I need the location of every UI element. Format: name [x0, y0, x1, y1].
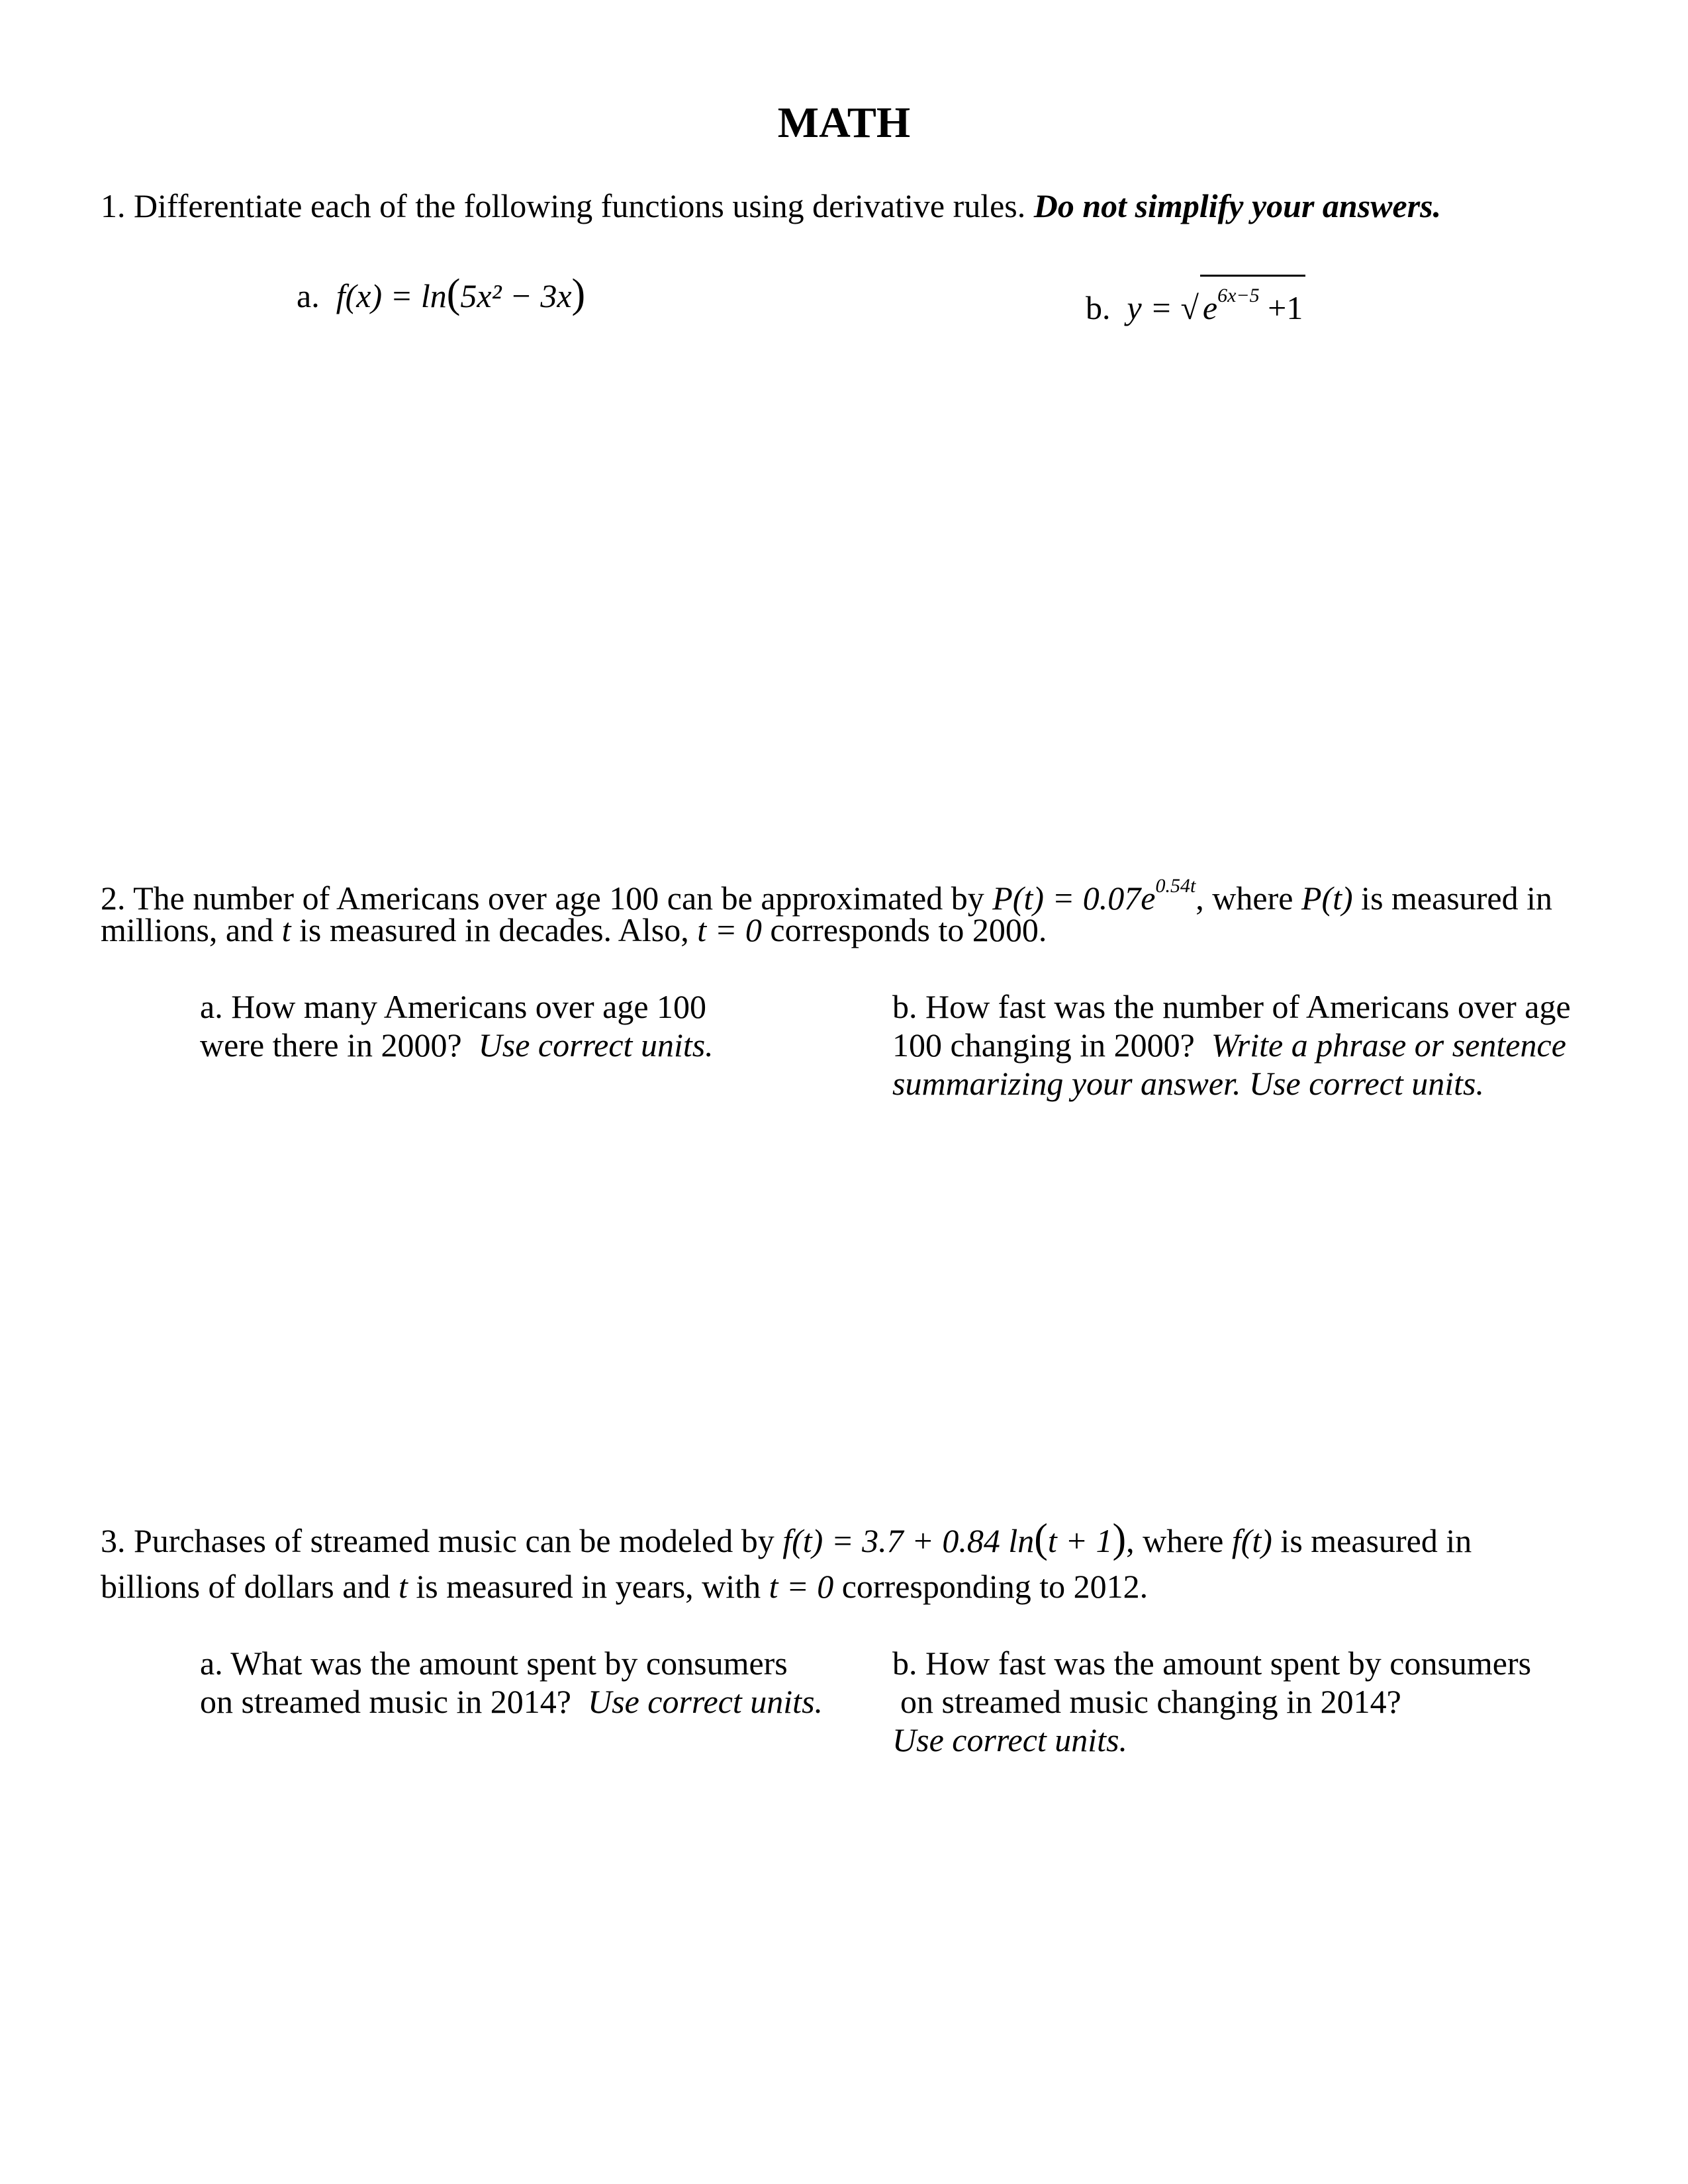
question-2b-line-1: b. How fast was the number of Americans over age	[892, 988, 1571, 1025]
question-3-text-5: is measured in years, with	[416, 1568, 761, 1605]
question-3a-line-2	[200, 1682, 823, 1721]
question-2-text-2: , where	[1196, 880, 1293, 917]
question-3a	[200, 1644, 823, 1721]
question-3a-units: Use correct units.	[588, 1683, 823, 1720]
question-2-t-eq: t = 0	[697, 911, 762, 948]
question-2-text-4: millions, and	[101, 911, 274, 948]
question-1a-label: a.	[297, 277, 320, 314]
question-1-emphasis: Do not simplify your answers.	[1033, 187, 1442, 224]
question-3b-line-3: Use correct units.	[892, 1721, 1128, 1758]
question-3b-line-1: b. How fast was the amount spent by consumers	[892, 1645, 1532, 1682]
question-3-variable: f(t)	[1231, 1522, 1272, 1559]
question-2-number: 2.	[101, 880, 126, 917]
question-1-number: 1.	[101, 187, 126, 224]
question-2-variable: P(t)	[1301, 880, 1353, 917]
question-3-text-6: corresponding to 2012.	[841, 1568, 1149, 1605]
question-1-text: Differentiate each of the following functions using derivative rules.	[134, 187, 1026, 224]
question-3b	[892, 1644, 1531, 1759]
question-2b-text: 100 changing in 2000?	[892, 1026, 1195, 1064]
question-1b-function-lhs: y =	[1127, 289, 1172, 326]
question-3a-line-1: a. What was the amount spent by consumers	[200, 1645, 788, 1682]
question-1b-radicand	[1200, 275, 1305, 324]
question-3-text-1: Purchases of streamed music can be modeled by	[134, 1522, 774, 1559]
sqrt-icon: √	[1180, 289, 1199, 326]
question-2a-line-2	[200, 1026, 714, 1064]
question-3-text-3: is measured in	[1280, 1522, 1472, 1559]
question-2b-line-3: summarizing your answer. Use correct units.	[892, 1065, 1484, 1102]
question-3-model: f(t) = 3.7 + 0.84 ln	[782, 1522, 1035, 1559]
question-3b-line-2: on streamed music changing in 2014?	[900, 1683, 1401, 1720]
question-1a-function-inner: 5x² − 3x	[460, 277, 572, 314]
question-2-line-1	[101, 867, 1552, 917]
question-3-text-2: , where	[1126, 1522, 1224, 1559]
question-3-text-4: billions of dollars and	[101, 1568, 391, 1605]
question-2-text-1: The number of Americans over age 100 can be approximated by	[133, 880, 984, 917]
question-2b	[892, 987, 1571, 1103]
question-2a-text: were there in 2000?	[200, 1026, 462, 1064]
question-1b	[1086, 275, 1305, 327]
question-3-model-inner: t + 1	[1047, 1522, 1113, 1559]
question-2-text-3: is measured in	[1361, 880, 1552, 917]
question-1a: a. f(x) = ln(5x² − 3x)	[297, 271, 586, 316]
question-2a	[200, 987, 714, 1064]
question-3-number: 3.	[101, 1522, 126, 1559]
question-2a-units: Use correct units.	[478, 1026, 714, 1064]
question-2-model: P(t) = 0.07e	[992, 880, 1156, 917]
question-2-text-6: corresponds to 2000.	[770, 911, 1047, 948]
question-3a-text: on streamed music in 2014?	[200, 1683, 571, 1720]
question-2-t: t	[281, 911, 291, 948]
question-1b-label: b.	[1086, 289, 1111, 326]
question-1b-tail: +1	[1268, 289, 1303, 326]
question-2-line-2	[101, 911, 1047, 949]
question-1a-function-lhs: f(x) = ln	[336, 277, 447, 314]
question-2-text-5: is measured in decades. Also,	[299, 911, 689, 948]
question-2a-line-1: a. How many Americans over age 100	[200, 988, 707, 1025]
question-3-line-1: 3. Purchases of streamed music can be modeled by f(t) = 3.7 + 0.84 ln(t + 1), where f(t) is measured in	[101, 1516, 1472, 1561]
question-1b-base: e	[1202, 289, 1218, 326]
question-1-prompt	[101, 187, 1441, 225]
page-title: MATH	[777, 99, 911, 147]
question-3-line-2	[101, 1567, 1148, 1606]
question-2b-instruction: Write a phrase or sentence	[1211, 1026, 1566, 1064]
question-3-t: t	[398, 1568, 408, 1605]
question-3-t-eq: t = 0	[769, 1568, 834, 1605]
question-1b-exponent: 6x−5	[1217, 285, 1260, 306]
question-2-model-exponent: 0.54t	[1155, 875, 1196, 897]
question-2b-line-2	[892, 1026, 1571, 1064]
